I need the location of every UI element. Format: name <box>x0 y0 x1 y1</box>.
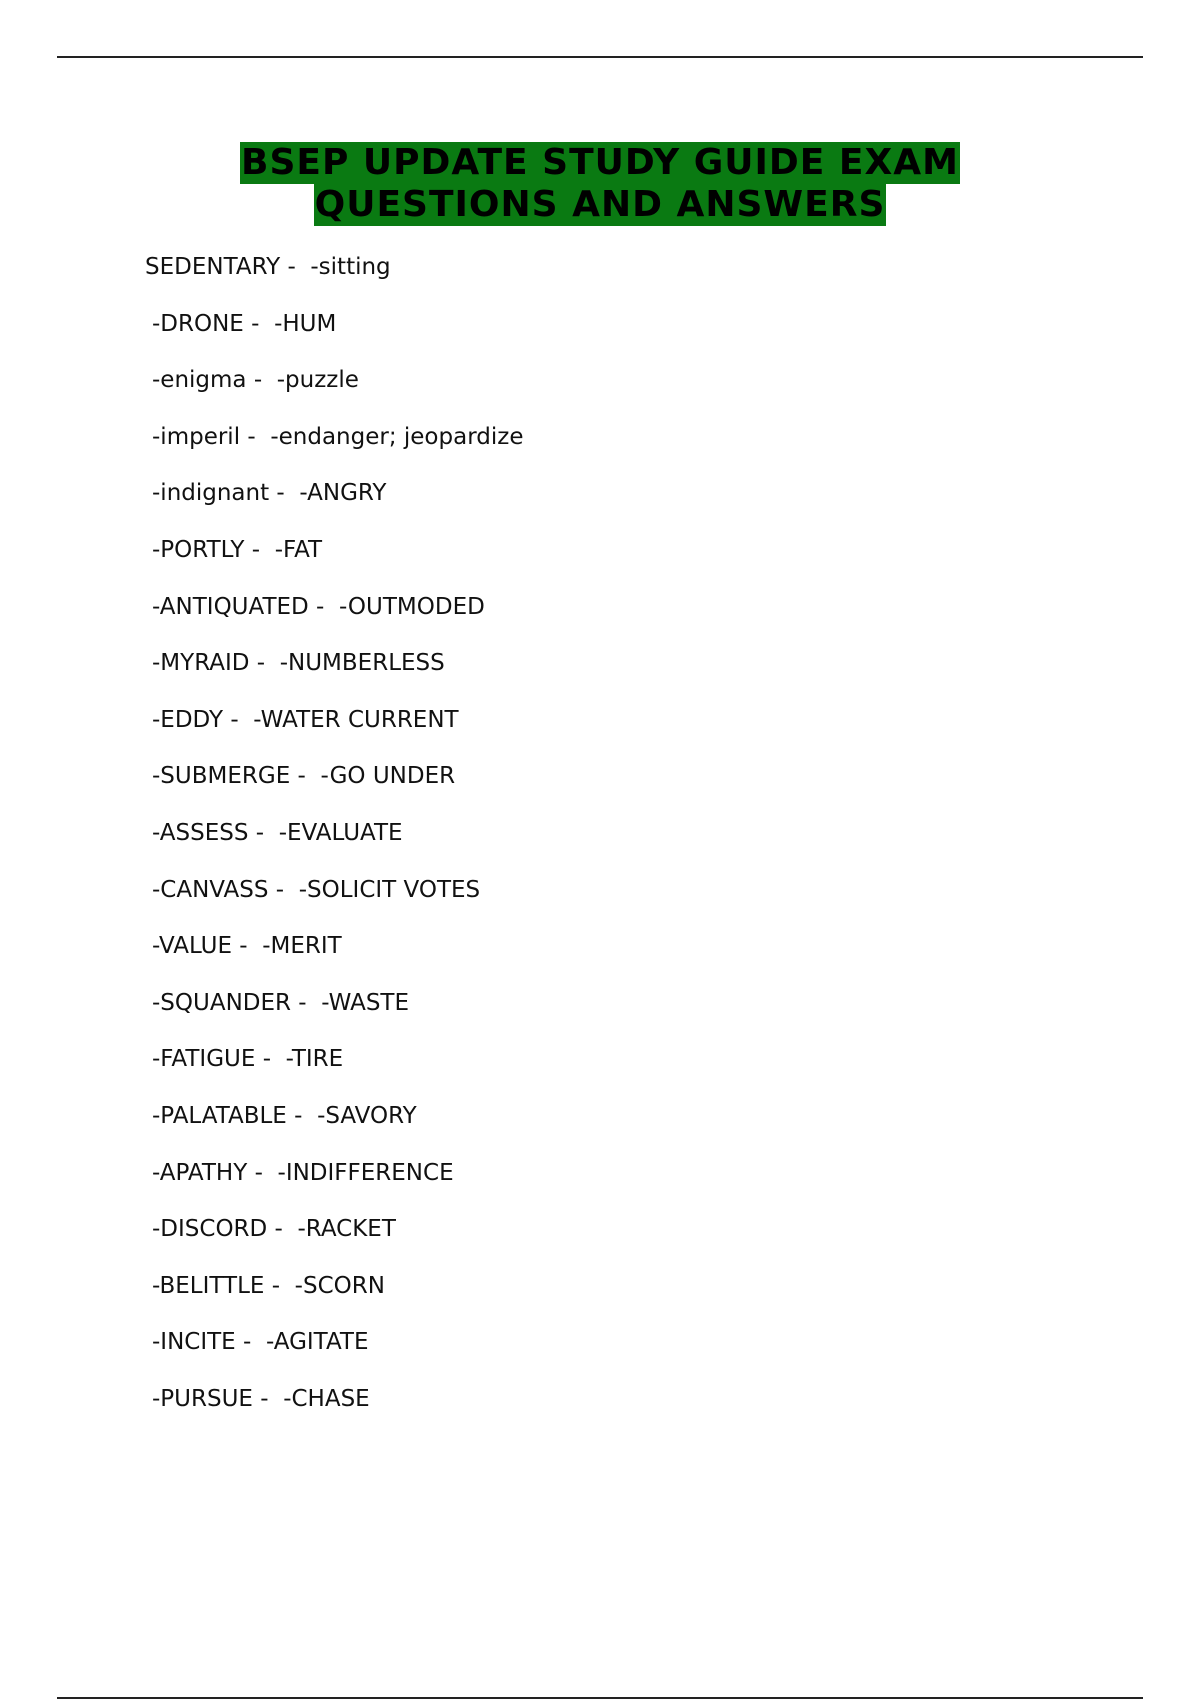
list-item <box>145 365 523 422</box>
entry-separator: - <box>249 650 280 677</box>
entry-definition: -EVALUATE <box>278 819 403 846</box>
list-item <box>145 252 523 309</box>
entry-separator: - <box>246 367 277 394</box>
entry-definition: -RACKET <box>297 1216 396 1243</box>
list-item <box>145 592 523 649</box>
entry-separator: - <box>231 933 263 960</box>
entry-definition: -NUMBERLESS <box>279 650 445 677</box>
header-rule <box>57 56 1143 58</box>
entry-definition: -TIRE <box>285 1046 344 1073</box>
list-item <box>145 535 523 592</box>
entry-definition: -SCORN <box>294 1272 385 1299</box>
list-item <box>145 648 523 705</box>
entry-term: -indignant <box>152 480 270 507</box>
entry-separator: - <box>264 1272 295 1299</box>
entry-term: -ANTIQUATED <box>152 593 309 620</box>
entry-separator: - <box>247 1159 278 1186</box>
entry-definition: -SAVORY <box>317 1102 417 1129</box>
entry-definition: -WATER CURRENT <box>253 706 459 733</box>
entry-term: -PALATABLE <box>152 1102 287 1129</box>
entry-separator: - <box>235 1329 266 1356</box>
entry-separator: - <box>223 706 254 733</box>
list-item <box>145 1044 523 1101</box>
entry-term: -PORTLY <box>152 536 245 563</box>
entry-separator: - <box>267 1216 298 1243</box>
list-item <box>145 1158 523 1215</box>
entry-separator: - <box>291 989 322 1016</box>
entry-term: -imperil <box>152 423 241 450</box>
entry-term: -BELITTLE <box>152 1272 265 1299</box>
list-item <box>145 1101 523 1158</box>
entry-definition: -WASTE <box>321 989 410 1016</box>
entry-term: -VALUE <box>152 933 232 960</box>
list-item <box>145 1327 523 1384</box>
list-item <box>145 309 523 366</box>
entry-term: -DISCORD <box>152 1216 268 1243</box>
list-item <box>145 1214 523 1271</box>
entry-separator: - <box>269 480 300 507</box>
entry-term: -SUBMERGE <box>152 763 291 790</box>
entry-term: -SQUANDER <box>152 989 291 1016</box>
entry-separator: - <box>280 254 311 280</box>
entry-definition: -CHASE <box>283 1385 370 1412</box>
entry-term: -EDDY <box>152 706 224 733</box>
flashcard-list <box>145 252 523 1440</box>
entry-definition: -endanger; jeopardize <box>270 423 524 450</box>
entry-definition: -OUTMODED <box>338 593 485 620</box>
entry-definition: -FAT <box>274 536 323 563</box>
list-item <box>145 1271 523 1328</box>
entry-separator: - <box>286 1102 318 1129</box>
entry-definition: -GO UNDER <box>320 763 456 790</box>
title-line-2: QUESTIONS AND ANSWERS <box>314 184 886 225</box>
entry-term: -PURSUE <box>152 1385 253 1412</box>
document-title <box>0 142 1200 226</box>
list-item <box>145 422 523 479</box>
entry-definition: -SOLICIT VOTES <box>298 876 481 903</box>
footer-rule <box>57 1697 1143 1699</box>
entry-term: -APATHY <box>152 1159 248 1186</box>
list-item <box>145 875 523 932</box>
entry-definition: -puzzle <box>276 367 359 394</box>
entry-term: -MYRAID <box>152 650 250 677</box>
list-item <box>145 478 523 535</box>
list-item <box>145 705 523 762</box>
list-item <box>145 988 523 1045</box>
entry-separator: - <box>308 593 339 620</box>
entry-separator: - <box>255 1046 286 1073</box>
entry-term: -ASSESS <box>152 819 249 846</box>
entry-separator: - <box>290 763 321 790</box>
list-item <box>145 818 523 875</box>
list-item <box>145 931 523 988</box>
entry-definition: -HUM <box>274 310 337 337</box>
entry-separator: - <box>268 876 299 903</box>
entry-definition: -ANGRY <box>299 480 387 507</box>
list-item <box>145 1384 523 1441</box>
entry-term: -FATIGUE <box>152 1046 256 1073</box>
list-item <box>145 761 523 818</box>
entry-term: -DRONE <box>152 310 244 337</box>
entry-separator: - <box>252 1385 284 1412</box>
entry-definition: -AGITATE <box>265 1329 369 1356</box>
entry-definition: -sitting <box>310 254 391 280</box>
entry-term: -enigma <box>152 367 247 394</box>
entry-separator: - <box>244 536 275 563</box>
title-line-1: BSEP UPDATE STUDY GUIDE EXAM <box>241 142 959 183</box>
entry-term: -CANVASS <box>152 876 269 903</box>
entry-separator: - <box>240 423 271 450</box>
entry-definition: -INDIFFERENCE <box>277 1159 454 1186</box>
entry-separator: - <box>248 819 279 846</box>
entry-separator: - <box>243 310 275 337</box>
entry-term: SEDENTARY <box>145 254 281 280</box>
entry-definition: -MERIT <box>262 933 342 960</box>
entry-term: -INCITE <box>152 1329 236 1356</box>
